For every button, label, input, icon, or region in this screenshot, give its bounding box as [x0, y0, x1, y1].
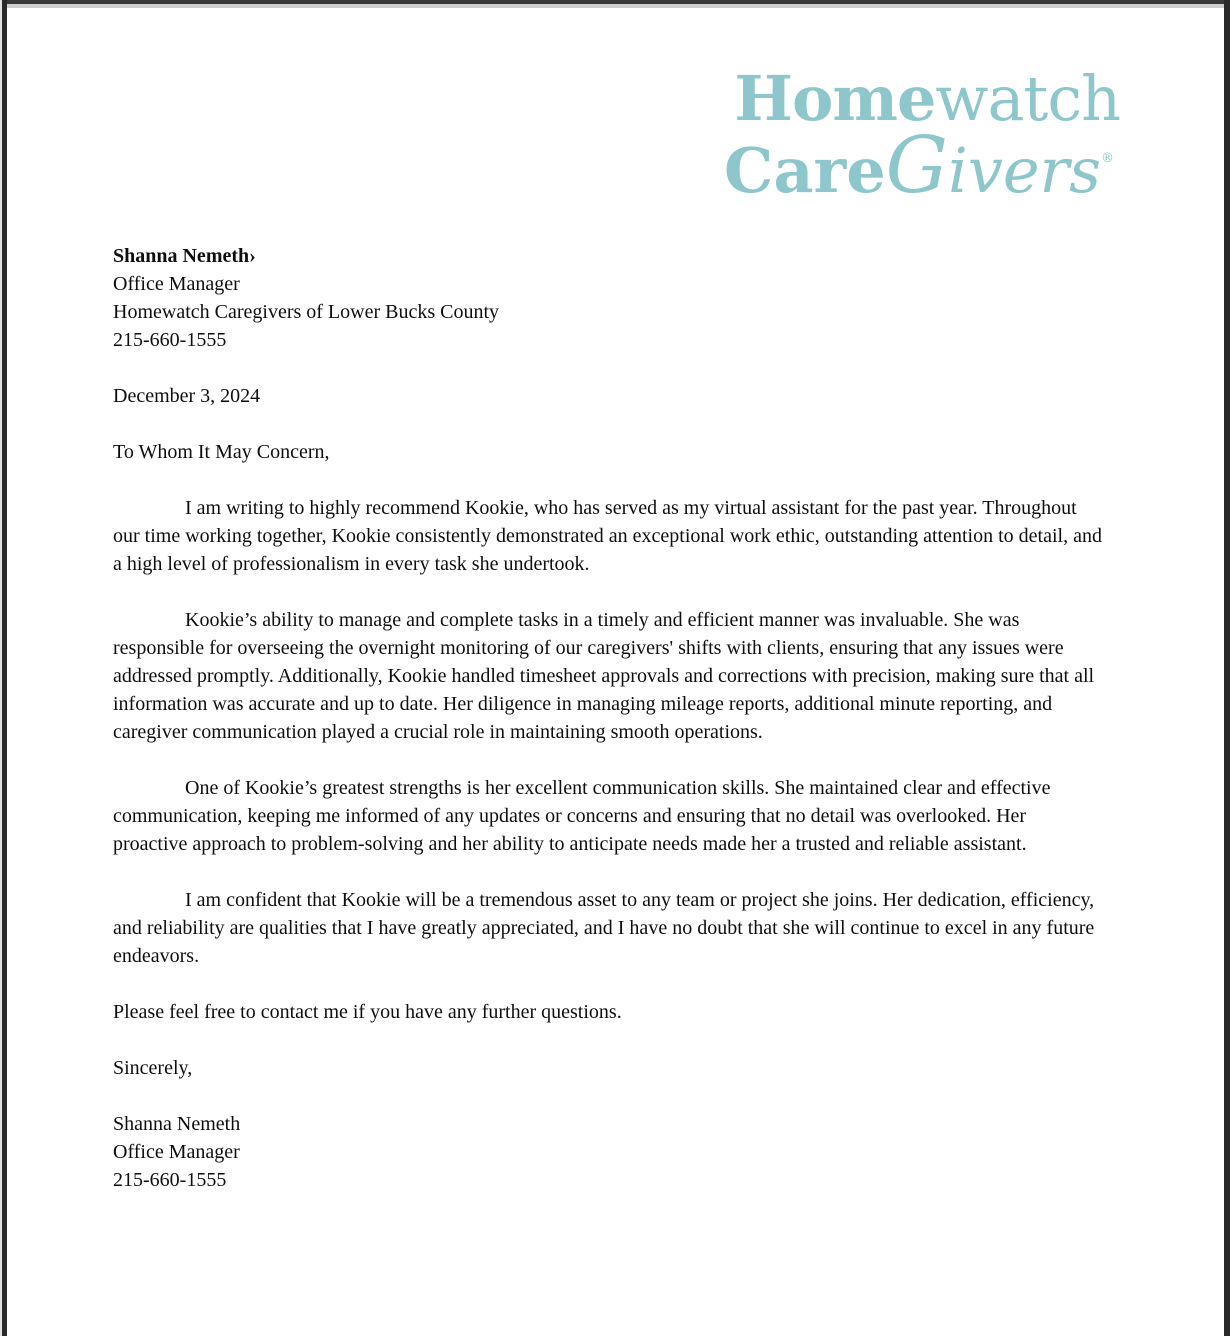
letter-date: December 3, 2024 [113, 385, 261, 407]
body-paragraph: I am writing to highly recommend Kookie, who has served as my virtual assistant for the past year. Throughout our time working together, Kookie consistently demonstrated an exceptional work ethic, outstanding attention to detail, and a high level of professionalism in every task she undertook. [113, 497, 1102, 575]
sender-block [113, 242, 1105, 354]
signature-phone: 215-660-1555 [113, 1169, 227, 1191]
logo-script-ivers: ivers [947, 134, 1101, 207]
page-edge-right-dark [1224, 0, 1230, 1336]
body-paragraph: I am confident that Kookie will be a tremendous asset to any team or project she joins. Her dedication, efficiency, and reliability are qualities that I have greatly appreciated, and I have no doubt that she will continue to excel in any future endeavors. [113, 889, 1095, 967]
sender-phone: 215-660-1555 [113, 329, 227, 351]
logo-script-g: G [885, 121, 948, 211]
sender-title: Office Manager [113, 273, 240, 295]
signature-block [113, 1110, 1105, 1194]
registered-trademark-symbol: ® [1101, 151, 1114, 166]
salutation: To Whom It May Concern, [113, 441, 330, 463]
sender-name: Shanna Nemeth› [113, 245, 256, 267]
signature-name: Shanna Nemeth [113, 1113, 241, 1135]
sender-company: Homewatch Caregivers of Lower Bucks County [113, 301, 500, 323]
logo-word-watch: watch [935, 62, 1120, 135]
body-paragraph: One of Kookie’s greatest strengths is her excellent communication skills. She maintained clear and effective communication, keeping me informed of any updates or concerns and ensuring that no detail was overlooked. Her proactive approach to problem-solving and her ability to anticipate needs made her a trusted and reliable assistant. [113, 777, 1051, 855]
page-edge-top-gray [7, 4, 1224, 8]
logo-word-home: Home [734, 62, 936, 135]
signature-title: Office Manager [113, 1141, 240, 1163]
logo-line-homewatch [724, 62, 1120, 135]
closing-line: Please feel free to contact me if you have any further questions. [113, 1001, 622, 1023]
page-edge-left-dark [2, 0, 7, 1336]
letter-content [113, 242, 1105, 1194]
sign-off: Sincerely, [113, 1057, 193, 1079]
body-paragraph: Kookie’s ability to manage and complete tasks in a timely and efficient manner was invaluable. She was responsible for overseeing the overnight monitoring of our caregivers' shifts with clients, ensuring that any issues were addressed promptly. Additionally, Kookie handled timesheet approvals and corrections with precision, making sure that all information was accurate and up to date. Her diligence in managing mileage reports, additional minute reporting, and caregiver communication played a crucial role in maintaining smooth operations. [113, 609, 1095, 743]
logo-word-care: Care [724, 134, 886, 207]
logo-line-caregivers [724, 121, 1120, 211]
homewatch-caregivers-logo [724, 62, 1120, 211]
